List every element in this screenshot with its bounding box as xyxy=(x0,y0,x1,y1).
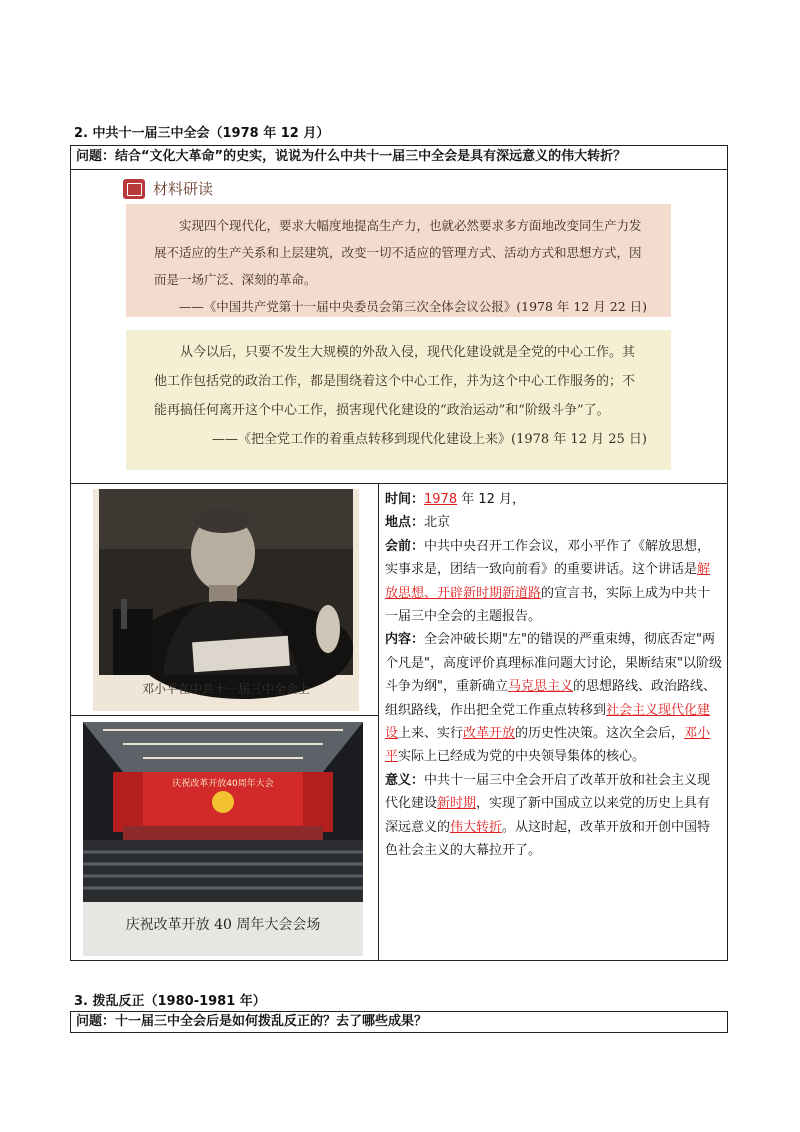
meaning-text-2: ，实现了新中国成立以来党的历史上具有深远意义的 xyxy=(385,796,711,835)
section2-table xyxy=(70,145,728,961)
before-label: 会前： xyxy=(385,538,425,554)
before-blank-1: 解放思想、开辟新时期新道路 xyxy=(385,562,711,601)
photo-column xyxy=(71,484,379,960)
deng-xiaoping-photo xyxy=(93,489,359,711)
place-line xyxy=(385,511,723,534)
photo-1-caption: 邓小平在中共十一届三中全会上 xyxy=(141,682,310,696)
time-label: 时间： xyxy=(385,492,425,507)
material-title: 材料研读 xyxy=(153,180,214,198)
passage-1-text: 实现四个现代化，要求大幅度地提高生产力，也就必然要求多方面地改变同生产力发展不适应的生产关系和上层建筑，改变一切不适应的管理方式、活动方式和思想方式，因而是一场广泛、深刻的革命。 xyxy=(154,218,642,287)
banner-text: 庆祝改革开放40周年大会 xyxy=(172,779,274,789)
before-text-2: 的宣言书，实际上成为中共十一届三中全会的主题报告。 xyxy=(385,585,711,625)
section3-question: 问题：十一届三中全会后是如何拨乱反正的？去了哪些成果？ xyxy=(76,1014,428,1029)
content-text-3: 上来、实行 xyxy=(398,726,464,742)
meaning-text-3: 。从这时起，改革开放和开创中国特色社会主义的大幕拉开了。 xyxy=(385,819,711,859)
time-blank: 1978 xyxy=(424,492,458,507)
content-blank-3: 改革开放 xyxy=(463,726,516,742)
section3-table xyxy=(70,1011,728,1033)
section3-heading: 3. 拨乱反正（1980-1981 年） xyxy=(74,994,266,1009)
passage-2-source: ——《把全党工作的着重点转移到现代化建设上来》(1978 年 12 月 25 日) xyxy=(212,432,647,447)
content-paragraph xyxy=(385,628,723,768)
meaning-label: 意义： xyxy=(385,772,425,788)
photo-cell-1 xyxy=(71,484,378,716)
section2-heading: 2. 中共十一届三中全会（1978 年 12 月） xyxy=(74,126,330,141)
content-text-4: 的历史性决策。这次全会后， xyxy=(515,726,685,742)
content-blank-2: 社会主义现代化建设 xyxy=(385,702,711,742)
place-text: 北京 xyxy=(424,515,451,531)
photo-cell-2 xyxy=(71,716,378,960)
content-text-2: 的思想路线、政治路线、组织路线，作出把全党工作重点转移到 xyxy=(385,679,717,718)
time-rest: 年 12 月， xyxy=(457,492,526,507)
place-label: 地点： xyxy=(385,515,425,531)
material-reading xyxy=(71,170,727,484)
meaning-blank-2: 伟大转折 xyxy=(450,819,503,835)
book-icon xyxy=(123,179,145,199)
time-line xyxy=(385,488,723,511)
content-label: 内容： xyxy=(385,632,425,648)
before-paragraph xyxy=(385,535,723,629)
answer-text xyxy=(379,484,727,960)
meaning-text-1: 中共十一届三中全会开启了改革开放和社会主义现代化建设 xyxy=(385,772,711,812)
content-blank-1: 马克思主义 xyxy=(507,679,573,695)
section2-question: 问题：结合“文化大革命”的史实，说说为什么中共十一届三中全会是具有深远意义的伟大转折？ xyxy=(71,146,727,170)
before-text-1: 中共中央召开工作会议，邓小平作了《解放思想，实事求是，团结一致向前看》的重要讲话。这个讲话是 xyxy=(385,538,711,578)
material-header xyxy=(123,178,213,199)
passage-2-text: 从今以后，只要不发生大规模的外敌入侵，现代化建设就是全党的中心工作。其他工作包括党的政治工作，都是围绕着这个中心工作，并为这个中心工作服务的；不能再搞任何离开这个中心工作，损害现代化建设的“政治运动”和“阶级斗争”了。 xyxy=(154,345,636,418)
content-blank-4: 邓小平 xyxy=(385,726,711,765)
meaning-blank-1: 新时期 xyxy=(437,796,477,812)
passage-1-source: ——《中国共产党第十一届中央委员会第三次全体会议公报》(1978 年 12 月 22 日) xyxy=(178,299,647,314)
photo-2-caption: 庆祝改革开放 40 周年大会会场 xyxy=(125,917,321,933)
meaning-paragraph xyxy=(385,769,723,863)
content-text-1: 全会冲破长期"左"的错误的严重束缚，彻底否定"两个凡是"，高度评价真理标准问题大讨论，果断结束"以阶级斗争为纲"，重新确立 xyxy=(385,632,722,695)
passage-1 xyxy=(126,204,671,317)
passage-2 xyxy=(126,330,671,470)
lower-row xyxy=(71,484,727,960)
content-text-5: 实际上已经成为党的中央领导集体的核心。 xyxy=(398,749,646,765)
